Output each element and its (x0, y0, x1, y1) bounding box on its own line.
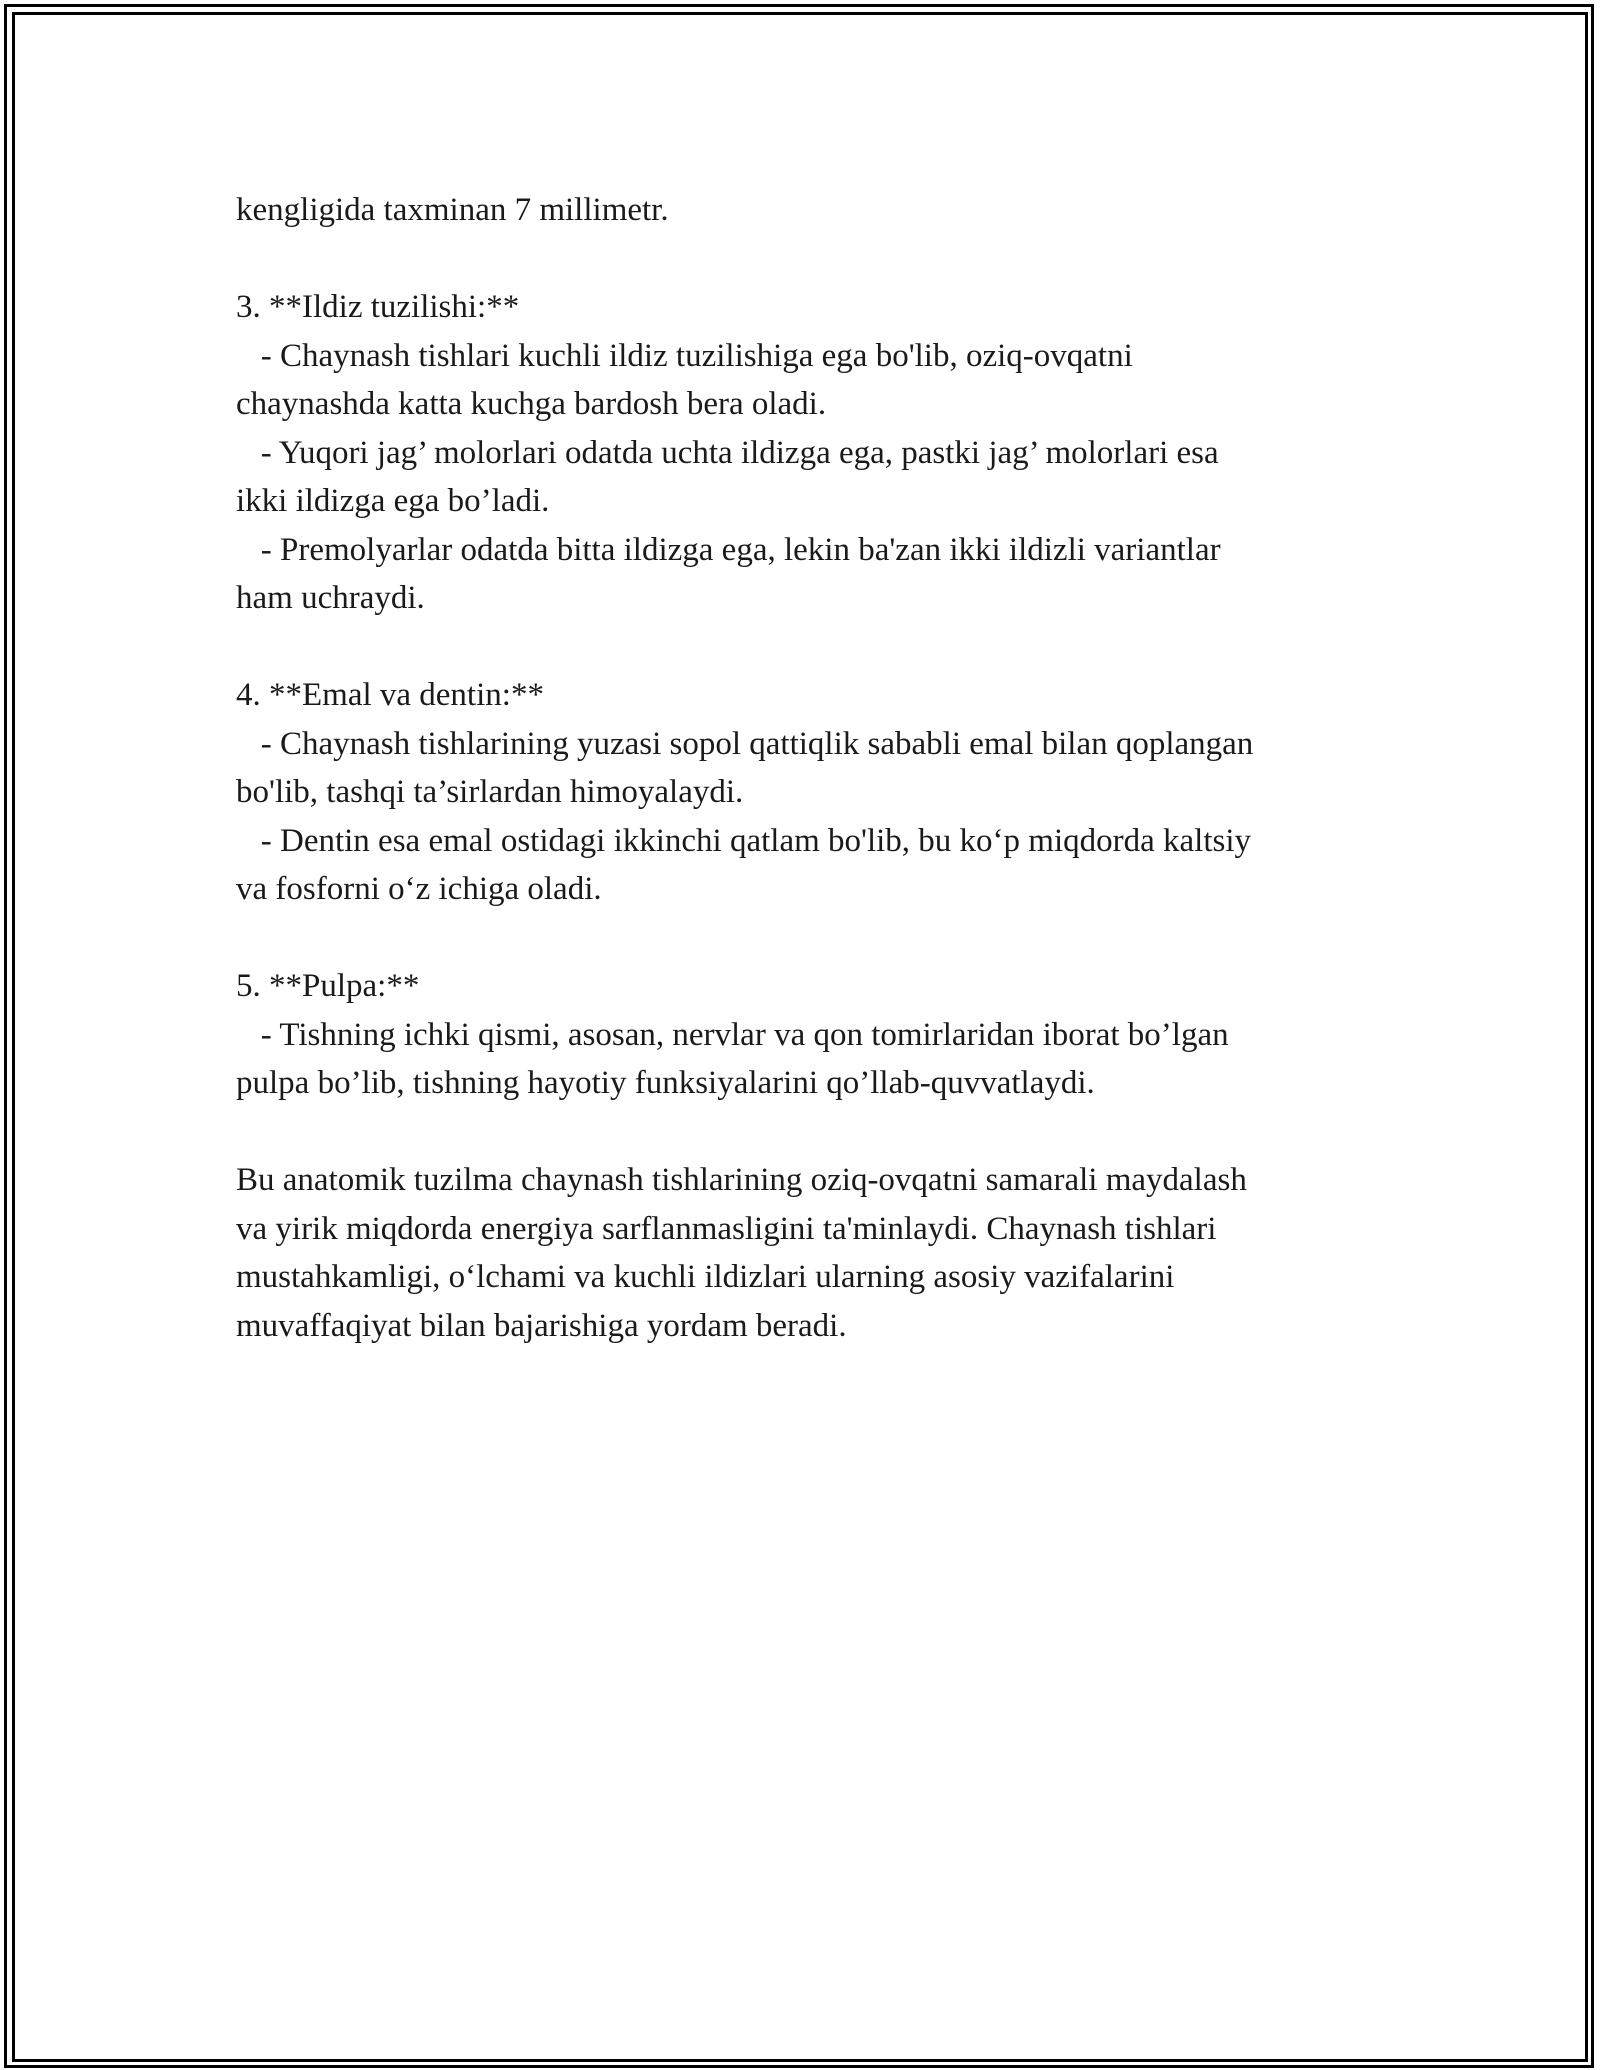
blank-line (236, 235, 1386, 284)
conclusion-line: mustahkamligi, o‘lchami va kuchli ildizlari ularning asosiy vazifalarini (236, 1259, 1175, 1295)
text-line: - Premolyarlar odatda bitta ildizga ega, lekin ba'zan ikki ildizli variantlar (236, 531, 1221, 568)
text-line: bo'lib, tashqi ta’sirlardan himoyalaydi. (236, 774, 744, 810)
section-heading-5: 5. **Pulpa:** (236, 968, 420, 1004)
text-line: - Yuqori jag’ molorlari odatda uchta ildizga ega, pastki jag’ molorlari esa (236, 434, 1219, 471)
text-line: pulpa bo’lib, tishning hayotiy funksiyalarini qo’llab-quvvatlaydi. (236, 1065, 1095, 1101)
section-heading-4: 4. **Emal va dentin:** (236, 677, 544, 713)
conclusion-line: va yirik miqdorda energiya sarflanmasligini ta'minlaydi. Chaynash tishlari (236, 1210, 1217, 1247)
conclusion-line: Bu anatomik tuzilma chaynash tishlarining oziq-ovqatni samarali maydalash (236, 1162, 1247, 1198)
blank-line (236, 623, 1386, 672)
text-line: chaynashda katta kuchga bardosh bera oladi. (236, 386, 827, 422)
blank-line (236, 914, 1386, 963)
text-line: ikki ildizga ega bo’ladi. (236, 483, 550, 519)
conclusion-line: muvaffaqiyat bilan bajarishiga yordam beradi. (236, 1307, 847, 1344)
text-line: - Chaynash tishlarining yuzasi sopol qattiqlik sababli emal bilan qoplangan (236, 725, 1254, 762)
text-line: - Chaynash tishlari kuchli ildiz tuzilishiga ega bo'lib, oziq-ovqatni (236, 337, 1133, 374)
document-body (236, 186, 1386, 1350)
text-line: - Dentin esa emal ostidagi ikkinchi qatlam bo'lib, bu ko‘p miqdorda kaltsiy (236, 822, 1252, 859)
text-line: ham uchraydi. (236, 580, 425, 616)
section-heading-3: 3. **Ildiz tuzilishi:** (236, 289, 520, 325)
text-line: kengligida taxminan 7 millimetr. (236, 192, 669, 228)
blank-line (236, 1108, 1386, 1157)
text-line: va fosforni o‘z ichiga oladi. (236, 871, 602, 907)
text-line: - Tishning ichki qismi, asosan, nervlar va qon tomirlaridan iborat bo’lgan (236, 1016, 1229, 1053)
